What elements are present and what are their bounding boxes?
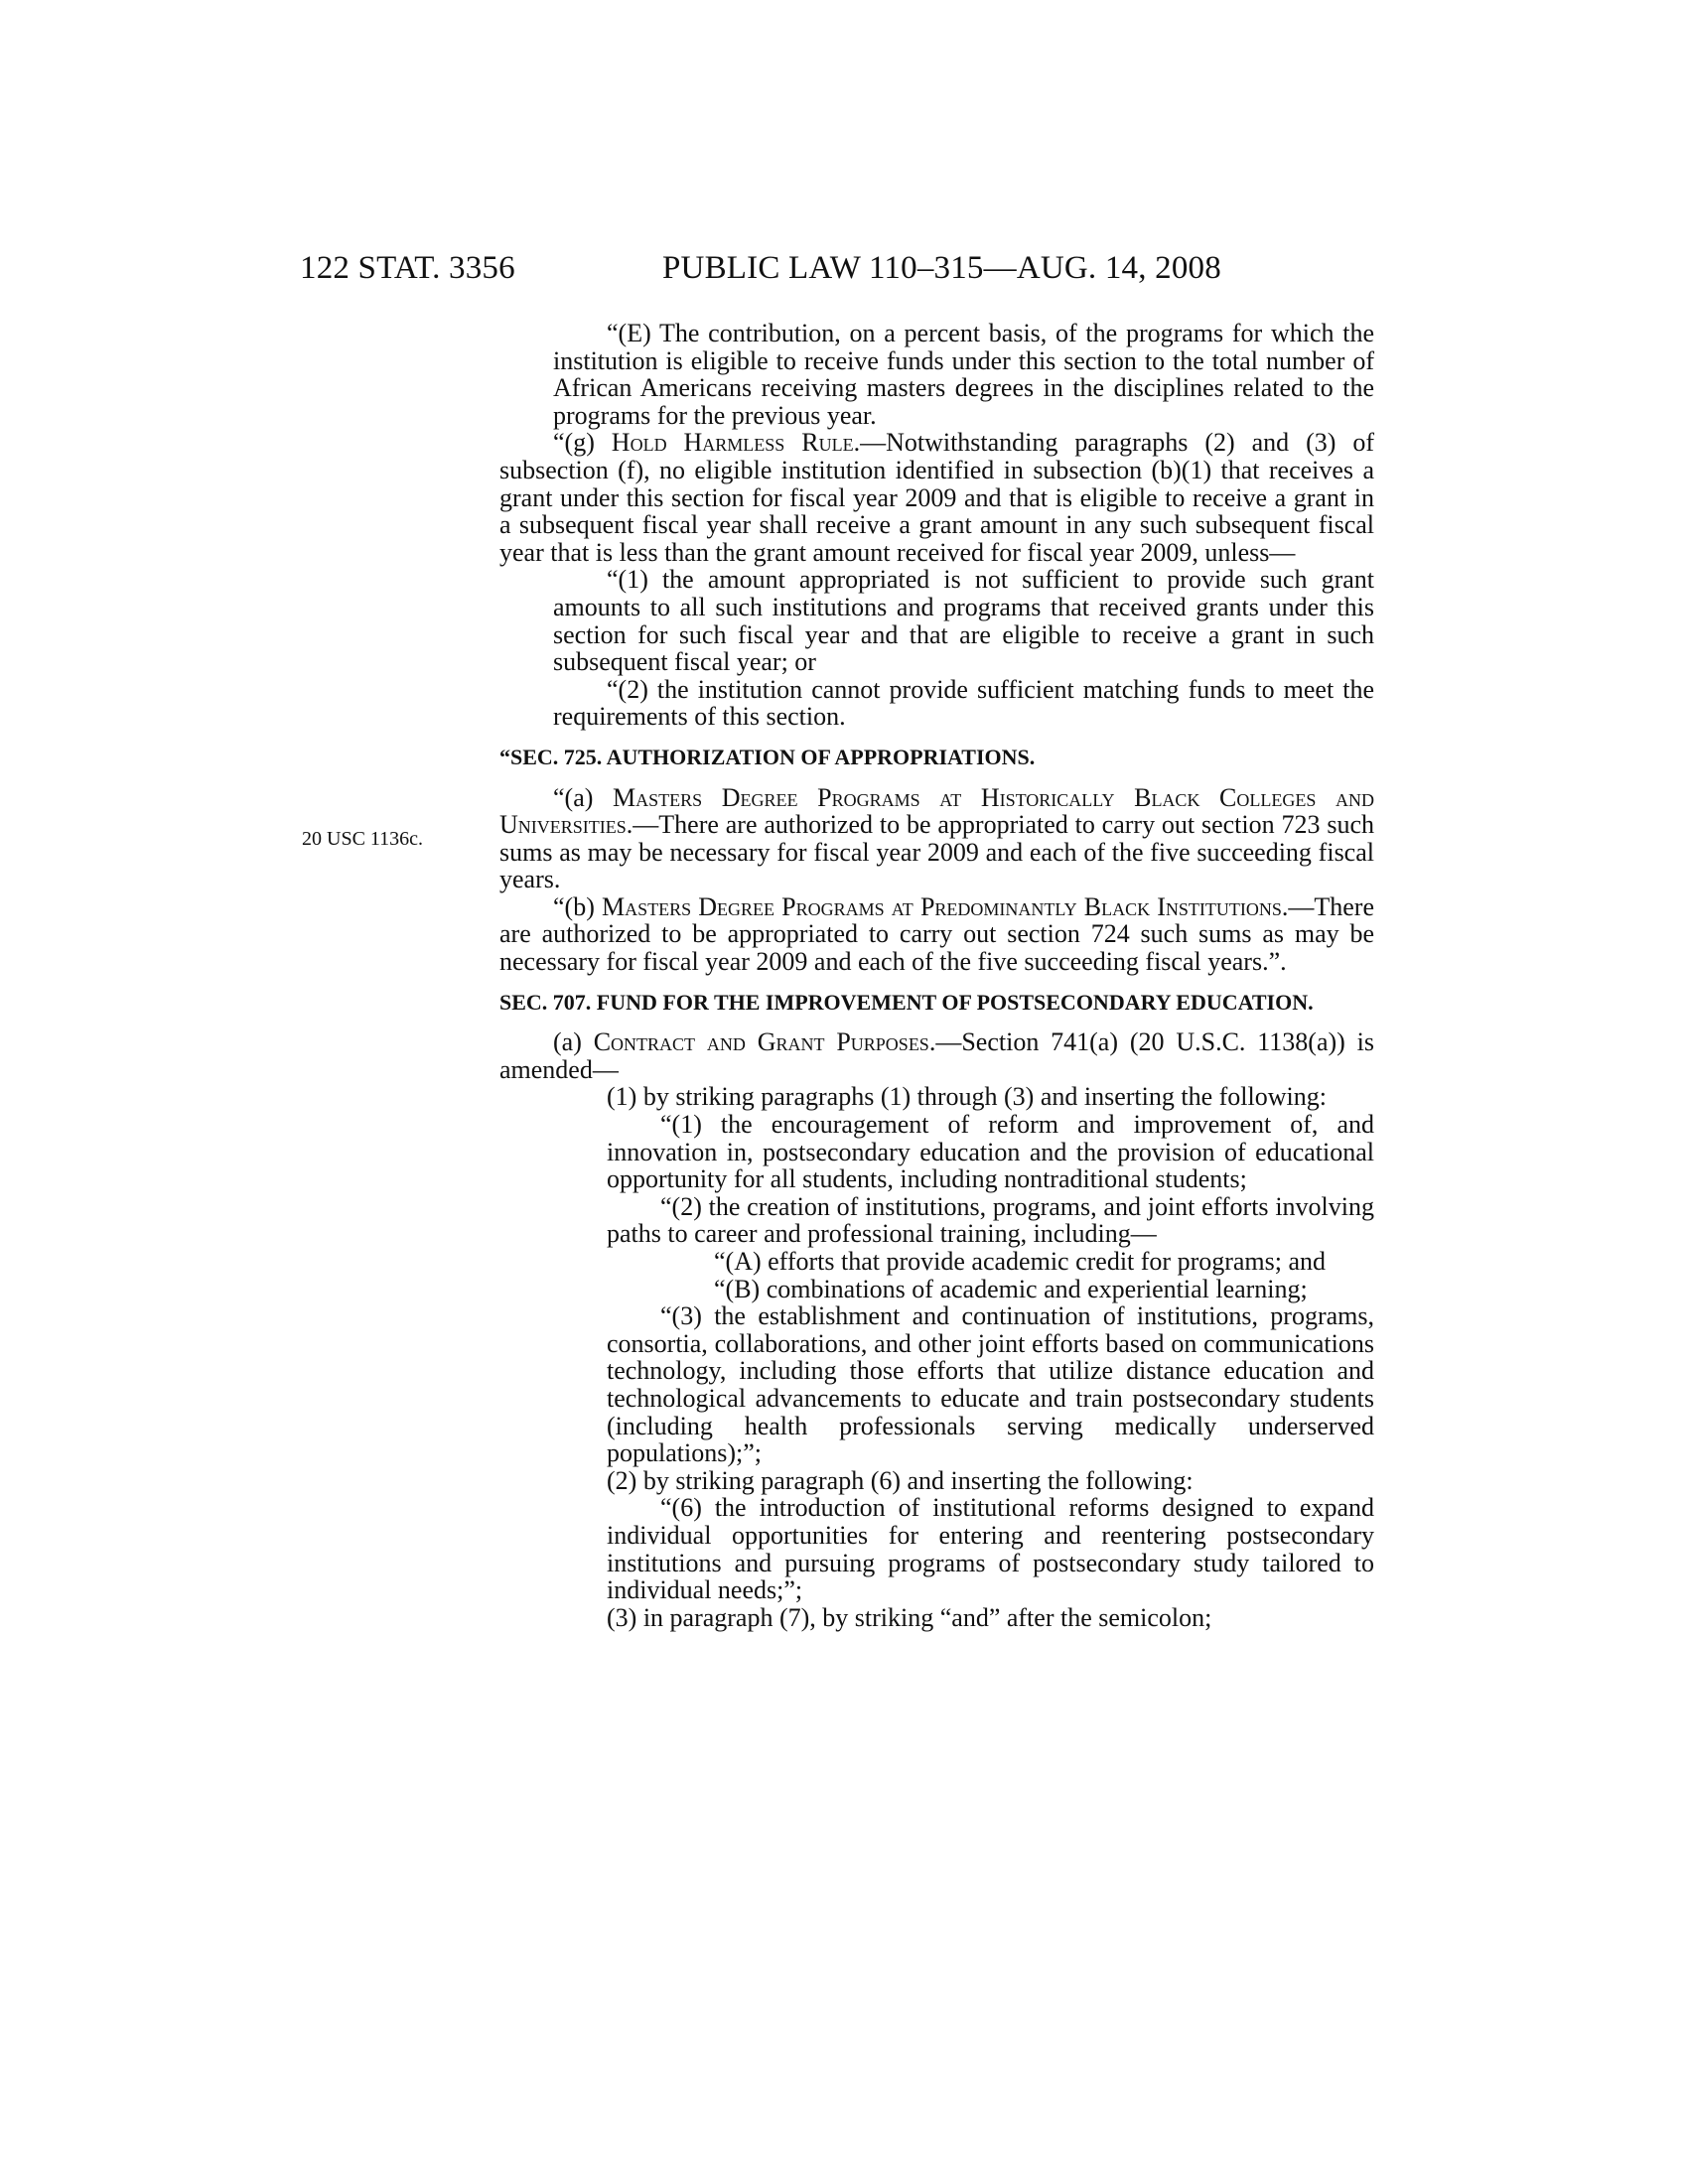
stat-page-number: 122 STAT. 3356 [300, 250, 515, 286]
subsection-707-a-heading: Contract and Grant Purposes. [593, 1027, 936, 1057]
inserted-subparagraph-b: “(B) combinations of academic and experiential learning; [714, 1274, 1308, 1303]
subsection-725-b-heading: Masters Degree Programs at Predominantly Black Institutions. [602, 891, 1289, 921]
section-707-heading: SEC. 707. FUND FOR THE IMPROVEMENT OF POSTSECONDARY EDUCATION. [499, 989, 1314, 1015]
subsection-g-open: “(g) [553, 428, 612, 458]
statute-body [499, 320, 1374, 1631]
subsection-g [499, 429, 1374, 566]
paragraph-e: “(E) The contribution, on a percent basis, of the programs for which the institution is eligible to receive funds under this section to the total number of African Americans receiving masters degrees in the disciplines related to the programs for the previous year. [553, 319, 1374, 430]
subsection-725-b-open: “(b) [553, 891, 602, 921]
amendment-1: (1) by striking paragraphs (1) through (3) and inserting the following: [607, 1082, 1327, 1112]
section-725-heading: “SEC. 725. AUTHORIZATION OF APPROPRIATIONS. [499, 744, 1036, 769]
subsection-725-a [499, 784, 1374, 893]
subsection-707-a-open: (a) [553, 1027, 594, 1057]
subsection-g-heading: Hold Harmless Rule. [611, 428, 861, 458]
subsection-725-a-heading: Masters Degree Programs at Historically Black Colleges and Universities. [499, 782, 1374, 840]
inserted-paragraph-3: “(3) the establishment and continuation of institutions, programs, consortia, collaborations, and other joint efforts based on communications technology, including those efforts that utilize distance education and technological advancements to educate and train postsecondary students (including health professionals serving medically underserved populations);”; [607, 1301, 1374, 1468]
inserted-paragraph-6: “(6) the introduction of institutional reforms designed to expand individual opportunities for entering and reentering postsecondary institutions and pursuing programs of postsecondary study tailored to individual needs;”; [607, 1493, 1374, 1605]
subsection-g-item-2: “(2) the institution cannot provide sufficient matching funds to meet the requirements of this section. [553, 674, 1374, 732]
inserted-paragraph-1: “(1) the encouragement of reform and improvement of, and innovation in, postsecondary education and the provision of educational opportunity for all students, including nontraditional students; [607, 1110, 1374, 1194]
subsection-725-b [499, 893, 1374, 976]
amendment-3: (3) in paragraph (7), by striking “and” after the semicolon; [607, 1602, 1212, 1632]
subsection-725-b-text: —There are authorized to be appropriated to carry out section 724 such sums as may be necessary for fiscal year 2009 and each of the five succeeding fiscal years.”. [499, 891, 1374, 977]
running-header-title: PUBLIC LAW 110–315—AUG. 14, 2008 [662, 250, 1221, 286]
amendment-2: (2) by striking paragraph (6) and inserting the following: [607, 1465, 1194, 1495]
subsection-707-a [499, 1028, 1374, 1083]
subsection-g-text: —Notwithstanding paragraphs (2) and (3) of subsection (f), no eligible institution identified in subsection (b)(1) that receives a grant under this section for fiscal year 2009 and that is eligible to receive a grant in a subsequent fiscal year shall receive a grant amount in any such subsequent fiscal year that is less than the grant amount received for fiscal year 2009, unless— [499, 428, 1374, 567]
subsection-725-a-open: “(a) [553, 782, 614, 812]
margin-note-usc-citation: 20 USC 1136c. [302, 828, 424, 850]
subsection-725-a-text: —There are authorized to be appropriated to carry out section 723 such sums as may be necessary for fiscal year 2009 and each of the five succeeding fiscal years. [499, 810, 1374, 894]
inserted-subparagraph-a: “(A) efforts that provide academic credit for programs; and [714, 1247, 1327, 1276]
subsection-g-item-1: “(1) the amount appropriated is not sufficient to provide such grant amounts to all such institutions and programs that received grants under this section for such fiscal year and that are eligible to receive a grant in such subsequent fiscal year; or [553, 565, 1374, 677]
subsection-707-a-text: —Section 741(a) (20 U.S.C. 1138(a)) is amended— [499, 1027, 1374, 1084]
inserted-paragraph-2: “(2) the creation of institutions, programs, and joint efforts involving paths to career and professional training, including— [607, 1191, 1374, 1249]
